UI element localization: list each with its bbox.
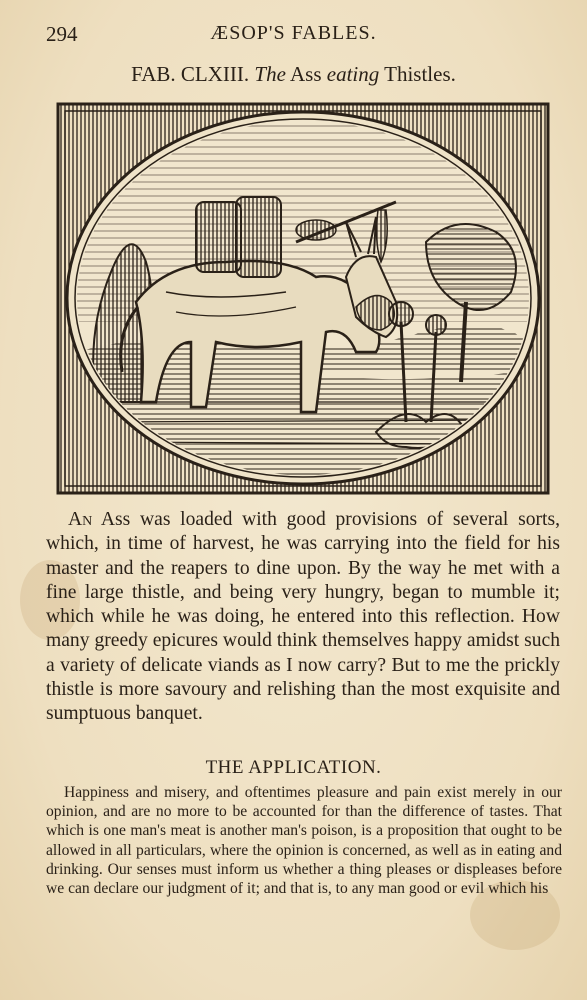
narrative-text: Ass was loaded with good provisions of several sorts, which, in time of harvest, he was carrying into the field for his master and the reapers to dine upon. By the way he met with a fine large thistle, and being very hungry, began to mumble it; which while he was doing, he entered into this reflection. How many greedy epicures would think themselves happy amidst such a variety of delicate viands as I now carry? But to me the prickly thistle is more savoury and relishing than the most exquisite and sumptuous banquet. bbox=[46, 509, 560, 725]
title-word: eating bbox=[326, 62, 380, 86]
fable-number: FAB. CLXIII. bbox=[131, 62, 250, 86]
running-head: ÆSOP'S FABLES. bbox=[210, 22, 377, 44]
application-paragraph: Happiness and misery, and oftentimes pleasure and pain exist merely in our opinion, and are no more to be accounted for than the difference of tastes. That which is one man's meat is another man's poison, is a proposition that ought to be allowed in all particulars, where the opinion is concerned, as well as in eating and drinking. Our senses must inform us whether a thing pleases or displeases before we can declare our judgment of it; and that is, to any man good or evil which his bbox=[46, 784, 562, 898]
woodcut-illustration bbox=[56, 102, 550, 495]
drop-word: An bbox=[68, 509, 93, 530]
fable-narrative bbox=[46, 508, 560, 727]
fable-title bbox=[0, 62, 587, 87]
ass-eating-thistles-woodcut bbox=[56, 102, 550, 495]
narrative-paragraph bbox=[46, 508, 560, 727]
page-number: 294 bbox=[46, 22, 78, 46]
title-word: Thistles. bbox=[384, 62, 456, 86]
title-word: The bbox=[254, 62, 286, 86]
title-word: Ass bbox=[289, 62, 322, 86]
page-header bbox=[0, 22, 587, 48]
application-heading: THE APPLICATION. bbox=[205, 757, 382, 778]
application-text bbox=[46, 783, 562, 898]
